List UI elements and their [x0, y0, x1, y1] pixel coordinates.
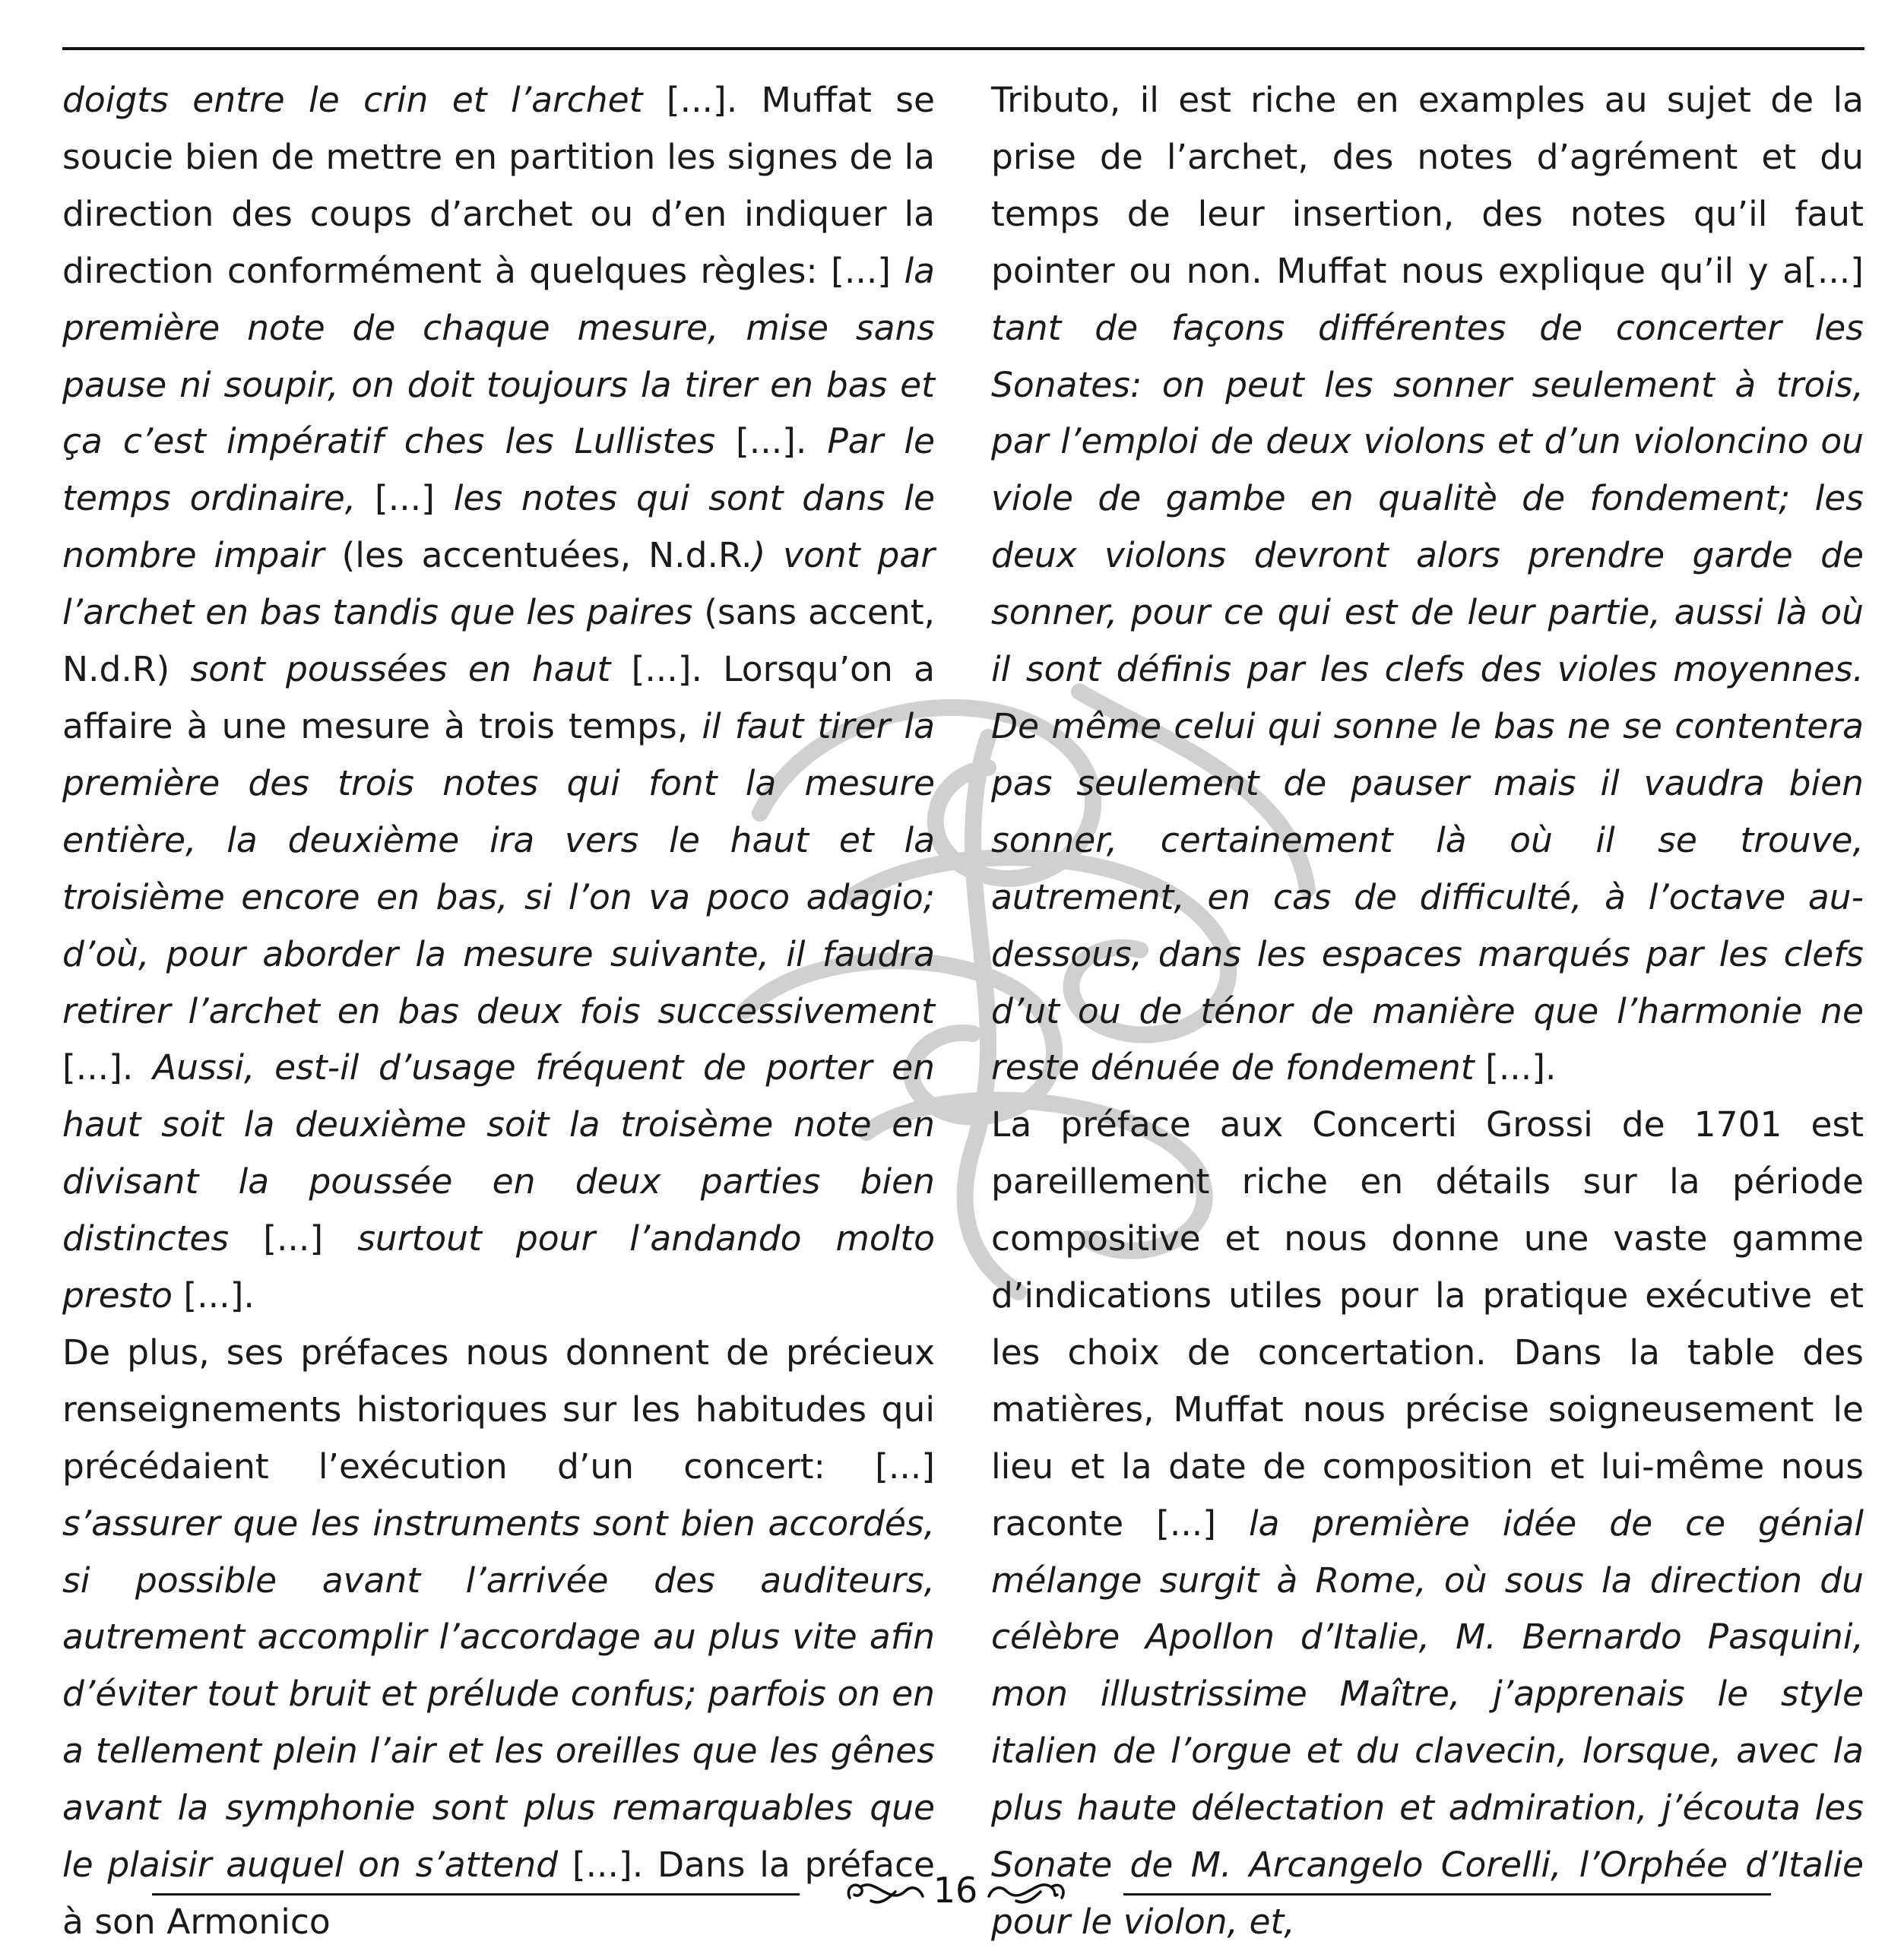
text-run: [...] [229, 1218, 358, 1259]
text-run: [...] [356, 478, 454, 519]
page-number: 16 [933, 1870, 978, 1911]
text-run: (sans accent, N.d.R) [62, 592, 936, 690]
italic-quote: ) vont par l’archet en bas tandis que les paires [62, 535, 936, 633]
text-run: [...]. Lorsqu’on a affaire à une mesure à trois temps, [62, 649, 935, 746]
text-run: Tributo, il est riche en examples au sujet de la prise de l’archet, des notes d’agrément et du temps de leur insertion, des notes qu’il faut pointer ou non. Muffat nous explique qu’il y a[...] [991, 80, 1864, 291]
text-run: [...]. [62, 1047, 153, 1088]
text-run: [...]. [1474, 1047, 1557, 1088]
italic-quote: surtout pour l’andando molto presto [62, 1218, 935, 1316]
text-run: De plus, ses préfaces nous donnent de précieux renseignements historiques sur les habitudes qui précédaient l’exécution d’un concert: [...] [62, 1332, 935, 1487]
paragraph [991, 1097, 1864, 1951]
top-rule [62, 47, 1864, 50]
italic-quote: doigts entre le crin et l’archet [62, 80, 643, 120]
paragraph [62, 72, 935, 1325]
text-run: [...]. Muffat se soucie bien de mettre en partition les signes de la direction des coups d’archet ou d’en indiquer la direction conformément à quelques règles: [...] [62, 80, 935, 291]
italic-quote: tant de façons différentes de concerter les Sonates: on peut les sonner seulement à trois, par l’emploi de deux violons et d’un violoncino ou viole de gambe en qualitè de fondement; les deux violons devront alors prendre garde de sonner, pour ce qui est de leur partie, aussi là où il sont définis par les clefs des violes moyennes. De même celui qui sonne le bas ne se contentera pas seulement de pauser mais il vaudra bien sonner, certainement là où il se trouve, autrement, en cas de difficulté, à l’octave au-dessous, dans les espaces marqués par les clefs d’ut ou de ténor de manière que l’harmonie ne reste dénuée de fondement [991, 307, 1864, 1088]
text-run: [...]. [172, 1275, 255, 1316]
italic-quote: il faut tirer la première des trois notes qui font la mesure entière, la deuxième ira vers le haut et la troisième encore en bas, si l’on va poco adagio; d’où, pour aborder la mesure suivante, il faudra retirer l’archet en bas deux fois successivement [62, 705, 936, 1031]
text-run: (les accentuées, N.d.R. [324, 535, 752, 576]
italic-quote: les notes qui sont dans le nombre impair [62, 478, 935, 576]
text-run: [...]. Dans la préface à son Armonico [62, 1845, 935, 1942]
italic-quote: s’assurer que les instruments sont bien accordés, si possible avant l’arrivée des auditeurs, autrement accomplir l’accordage au plus vite afin d’éviter tout bruit et prélude confus; parfois on en a tellement plein l’air et les oreilles que les gênes avant la symphonie sont plus remarquables que le plaisir auquel on s’attend [62, 1503, 935, 1886]
paragraph [62, 1325, 935, 1951]
italic-quote: Aussi, est-il d’usage fréquent de porter en haut soit la deuxième soit la troisème note en divisant la poussée en deux parties bien distinctes [62, 1047, 935, 1259]
italic-quote: Par le temps ordinaire, [62, 421, 936, 519]
italic-quote: la première note de chaque mesure, mise sans pause ni soupir, on doit toujours la tirer en bas et ça c’est impératif ches les Lullistes [62, 250, 935, 462]
paragraph [991, 72, 1864, 1097]
left-column [62, 72, 935, 1951]
italic-quote: la première idée de ce génial mélange surgit à Rome, où sous la direction du célèbre Apollon d’Italie, M. Bernardo Pasquini, mon illustrissime Maître, j’apprenais le style italien de l’orgue et du clavecin, lorsque, avec la plus haute délectation et admiration, j’écouta les Sonate de M. Arcangelo Corelli, l’Orphée d’Italie pour le violon, et, [991, 1503, 1864, 1942]
right-column [991, 72, 1864, 1951]
text-run: La préface aux Concerti Grossi de 1701 est pareillement riche en détails sur la période compositive et nous donne une vaste gamme d’indications utiles pour la pratique exécutive et les choix de concertation. Dans la table des matières, Muffat nous précise soigneusement le lieu et la date de composition et lui-même nous raconte [...] [991, 1104, 1864, 1544]
text-run: [...]. [715, 421, 828, 462]
italic-quote: sont poussées en haut [190, 649, 611, 690]
